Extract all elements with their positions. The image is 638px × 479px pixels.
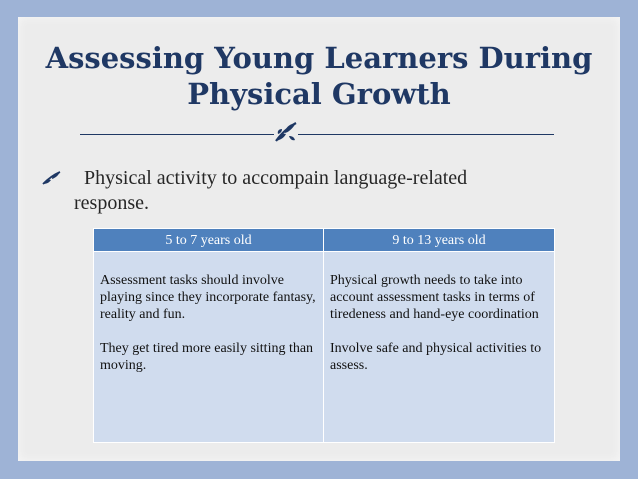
slide xyxy=(18,17,620,461)
age-comparison-table xyxy=(93,228,555,443)
table-header-row xyxy=(94,229,555,252)
bullet-text-line-1: Physical activity to accompain language-related xyxy=(84,167,468,189)
table-header-cell: 9 to 13 years old xyxy=(324,229,555,252)
title-rule-right xyxy=(298,134,554,135)
bullet-item xyxy=(42,166,602,216)
table-header-cell: 5 to 7 years old xyxy=(94,229,324,252)
slide-title-line-1: Assessing Young Learners During xyxy=(45,41,593,75)
table-cell xyxy=(94,252,324,443)
slide-title xyxy=(18,40,620,112)
title-rule-left xyxy=(80,134,274,135)
fleuron-ornament-icon xyxy=(273,120,299,144)
cell-paragraph: They get tired more easily sitting than moving. xyxy=(100,341,314,373)
cell-paragraph: Involve safe and physical activities to assess. xyxy=(330,341,542,373)
table-cell xyxy=(324,252,555,443)
cell-paragraph: Physical growth needs to take into account assessment tasks in terms of tiredeness and hand-eye coordination xyxy=(330,273,539,322)
table-row xyxy=(94,252,555,443)
slide-title-line-2: Physical Growth xyxy=(187,77,451,111)
cell-paragraph: Assessment tasks should involve playing since they incorporate fantasy, reality and fun. xyxy=(100,273,316,322)
bullet-text-line-2: response. xyxy=(74,192,149,214)
ornament-bullet-icon xyxy=(42,170,62,186)
